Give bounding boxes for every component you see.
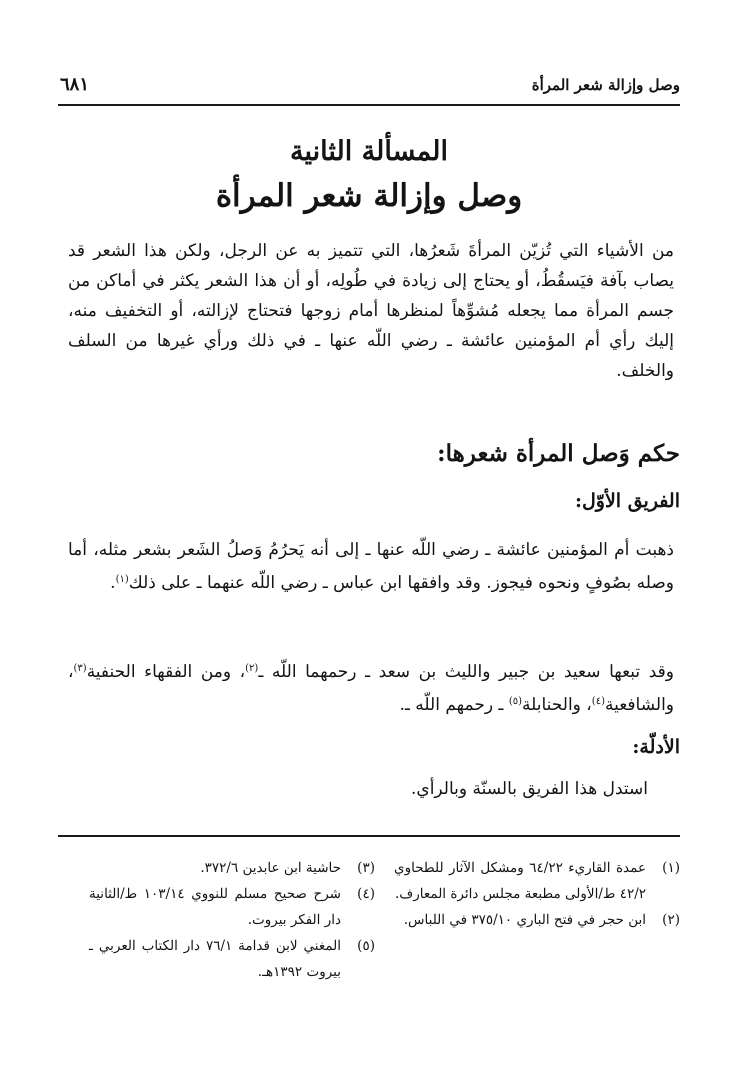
footnote-number: (١) <box>662 860 680 876</box>
footnote-mark: (٢) <box>245 663 259 674</box>
paragraph-end: . <box>110 573 116 593</box>
paragraph-text: وقد تبعها سعيد بن جبير والليث بن سعد ـ رحمهما اللّه ـ <box>258 662 674 682</box>
intro-paragraph: من الأشياء التي تُزيّن المرأةَ شَعرُها، التي تتميز به عن الرجل، ولكن هذا الشعر قد يصاب بآفة فيَسقُطُ، أو يحتاج إلى زيادة في طُولِه، أو أن هذا الشعر يكثر في أماكن من جسم المرأة مما يجعله مُشوِّهاً لمنظرها أمام زوجها فتحتاج لإزالته، أو التخفيف منه، إليك رأي أم المؤمنين عائشة ـ رضي اللّه عنها ـ في ذلك ورأي غيرها من السلف والخلف. <box>68 241 674 381</box>
paragraph-text: ـ رحمهم اللّه ـ. <box>399 695 509 715</box>
footnote <box>89 881 375 933</box>
footnote <box>89 855 375 881</box>
chapter-title-line-2: وصل وإزالة شعر المرأة <box>215 178 523 214</box>
section-heading: حكم وَصل المرأة شعرها: <box>437 440 680 467</box>
footnote-number: (٣) <box>357 860 375 876</box>
footnote-mark: (١) <box>115 574 129 585</box>
footnote-mark: (٣) <box>73 663 87 674</box>
running-title: وصل وإزالة شعر المرأة <box>531 76 680 94</box>
footnotes-column-right <box>394 855 680 933</box>
footnotes-divider <box>58 835 680 837</box>
paragraph-text: ، والحنابلة <box>522 695 592 715</box>
footnote-text: حاشية ابن عابدين ٣٧٢/٦. <box>200 860 341 876</box>
paragraph-first-group <box>68 535 674 598</box>
paragraph-text: ذهبت أم المؤمنين عائشة ـ رضي اللّه عنها ـ إلى أنه يَحرُمُ وَصلُ الشَعر بشعر مثله، أما وصله بصُوفٍ ونحوه فيجوز. وقد وافقها ابن عباس ـ رضي اللّه عنهما ـ على ذلك <box>68 540 674 593</box>
paragraph-followers <box>68 654 674 720</box>
footnote-number: (٥) <box>357 938 375 954</box>
footnotes-column-left <box>89 855 375 985</box>
footnote <box>89 933 375 985</box>
footnote-mark: (٥) <box>508 696 523 707</box>
footnote-text: عمدة القاريء ٦٤/٢٢ ومشكل الآثار للطحاوي ٤٢/٢ ط/الأولى مطبعة مجلس دائرة المعارف. <box>394 860 647 902</box>
evidence-text: استدل هذا الفريق بالسنّة وبالرأي. <box>410 779 648 799</box>
paragraph-text: ، ومن الفقهاء الحنفية <box>86 662 246 682</box>
footnote-mark: (٤) <box>591 696 605 707</box>
paragraph-text: ، والشافعية <box>68 662 674 715</box>
page-number: ٦٨١ <box>60 74 90 95</box>
running-header <box>58 74 680 106</box>
chapter-title-line-1: المسألة الثانية <box>290 136 448 167</box>
footnote-number: (٢) <box>662 912 680 928</box>
footnote-text: المغني لابن قدامة ٧٦/١ دار الكتاب العربي ـ بيروت ١٣٩٢هـ. <box>89 938 342 980</box>
footnote-number: (٤) <box>357 886 375 902</box>
footnote <box>394 907 680 933</box>
group-heading: الفريق الأوّل: <box>574 490 680 512</box>
evidence-heading: الأدلّة: <box>632 736 680 758</box>
footnote <box>394 855 680 907</box>
footnote-text: شرح صحيح مسلم للنووي ١٠٣/١٤ ط/الثانية دار الفكر بيروت. <box>89 886 341 928</box>
footnote-text: ابن حجر في فتح الباري ٣٧٥/١٠ في اللباس. <box>403 912 646 928</box>
